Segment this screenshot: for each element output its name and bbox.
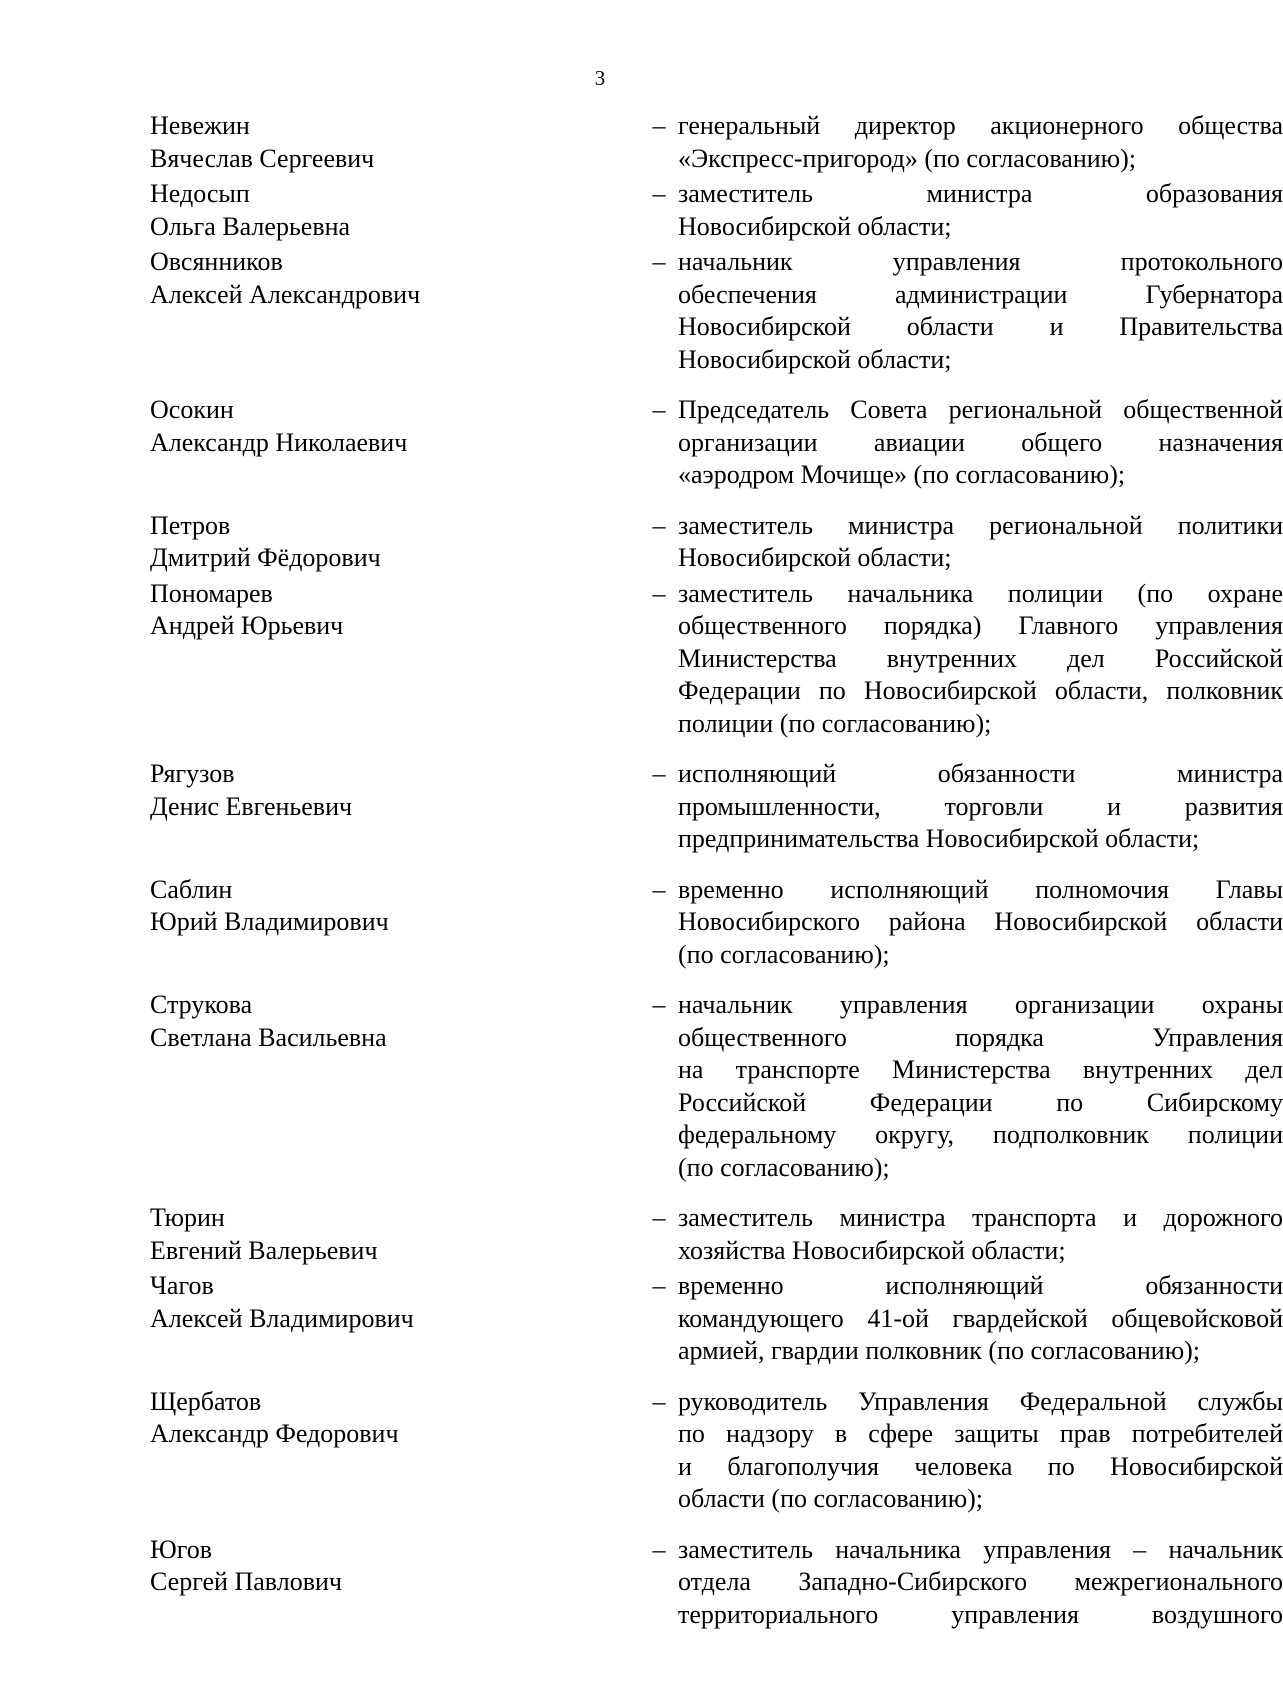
member-surname: Щербатов bbox=[150, 1386, 262, 1416]
member-entry bbox=[150, 394, 1283, 492]
position-line: генеральный директор акционерного общества bbox=[678, 111, 1283, 140]
member-given-name: Алексей Александрович bbox=[150, 279, 421, 309]
member-surname: Осокин bbox=[150, 395, 234, 424]
member-surname: Струкова bbox=[150, 990, 253, 1019]
member-dash: – bbox=[652, 1203, 666, 1232]
member-position bbox=[678, 110, 1283, 175]
position-line: по надзору в сфере защиты прав потребителей bbox=[678, 1419, 1283, 1448]
position-line: временно исполняющий полномочия Главы bbox=[678, 874, 1283, 904]
member-entry bbox=[150, 874, 1283, 972]
position-line: заместитель министра региональной политики bbox=[678, 510, 1283, 540]
position-line: командующего 41-ой гвардейской общевойсковой bbox=[678, 1303, 1283, 1333]
position-line: Новосибирской области; bbox=[678, 344, 952, 374]
position-line: и благополучия человека по Новосибирской bbox=[678, 1451, 1283, 1481]
position-line: заместитель начальника полиции (по охране bbox=[678, 578, 1283, 608]
member-name bbox=[150, 1270, 490, 1335]
position-line: организации авиации общего назначения bbox=[678, 427, 1283, 457]
member-position bbox=[678, 758, 1283, 856]
member-given-name: Вячеслав Сергеевич bbox=[150, 143, 375, 173]
member-entry bbox=[150, 1386, 1283, 1516]
member-surname: Петров bbox=[150, 510, 231, 540]
position-line: руководитель Управления Федеральной службы bbox=[678, 1386, 1283, 1416]
position-line: обеспечения администрации Губернатора bbox=[678, 279, 1283, 309]
position-line: Министерства внутренних дел Российской bbox=[678, 643, 1283, 673]
member-entry bbox=[150, 110, 1283, 175]
position-line: территориального управления воздушного bbox=[678, 1599, 1283, 1629]
member-name bbox=[150, 758, 490, 823]
member-dash: – bbox=[652, 1271, 666, 1300]
member-entry bbox=[150, 246, 1283, 376]
position-line: Новосибирской области; bbox=[678, 211, 952, 241]
position-line: начальник управления организации охраны bbox=[678, 990, 1283, 1019]
member-dash: – bbox=[652, 1386, 666, 1416]
member-position bbox=[678, 1270, 1283, 1368]
member-entry bbox=[150, 578, 1283, 741]
member-given-name: Дмитрий Фёдорович bbox=[150, 543, 381, 572]
member-dash: – bbox=[652, 578, 666, 608]
member-dash: – bbox=[652, 395, 666, 424]
member-position bbox=[678, 178, 1283, 243]
member-surname: Рягузов bbox=[150, 759, 235, 788]
position-line: на транспорте Министерства внутренних дел bbox=[678, 1055, 1283, 1084]
position-line: хозяйства Новосибирской области; bbox=[678, 1235, 1066, 1265]
position-line: заместитель начальника управления – начальник bbox=[678, 1534, 1283, 1564]
member-given-name: Александр Федорович bbox=[150, 1419, 399, 1448]
position-line: Новосибирского района Новосибирской области bbox=[678, 907, 1283, 936]
member-dash: – bbox=[652, 510, 666, 540]
member-entry bbox=[150, 989, 1283, 1184]
member-dash: – bbox=[652, 179, 666, 208]
member-dash: – bbox=[652, 874, 666, 904]
member-position bbox=[678, 394, 1283, 492]
position-line: общественного порядка) Главного управления bbox=[678, 611, 1283, 640]
member-given-name: Денис Евгеньевич bbox=[150, 791, 353, 821]
member-given-name: Александр Николаевич bbox=[150, 427, 408, 457]
position-line: общественного порядка Управления bbox=[678, 1022, 1283, 1052]
position-line: Новосибирской области и Правительства bbox=[678, 312, 1283, 341]
position-line: Российской Федерации по Сибирскому bbox=[678, 1087, 1283, 1117]
member-dash: – bbox=[652, 111, 666, 140]
position-line: заместитель министра транспорта и дорожного bbox=[678, 1203, 1283, 1232]
position-line: «аэродром Мочище» (по согласованию); bbox=[678, 460, 1126, 489]
member-given-name: Сергей Павлович bbox=[150, 1567, 342, 1596]
member-name bbox=[150, 1202, 490, 1267]
member-entry bbox=[150, 1270, 1283, 1368]
member-position bbox=[678, 246, 1283, 376]
member-name bbox=[150, 394, 490, 459]
position-line: отдела Западно-Сибирского межрегионального bbox=[678, 1567, 1283, 1596]
member-entry bbox=[150, 1202, 1283, 1267]
member-position bbox=[678, 989, 1283, 1184]
member-name bbox=[150, 1386, 490, 1451]
page-number: 3 bbox=[594, 66, 606, 90]
position-line: полиции (по согласованию); bbox=[678, 708, 992, 738]
member-given-name: Юрий Владимирович bbox=[150, 907, 389, 936]
member-list bbox=[150, 110, 1283, 1631]
member-dash: – bbox=[652, 1534, 666, 1564]
position-line: Федерации по Новосибирской области, полковник bbox=[678, 676, 1283, 705]
member-entry bbox=[150, 1534, 1283, 1632]
position-line: армией, гвардии полковник (по согласованию); bbox=[678, 1336, 1201, 1365]
position-line: промышленности, торговли и развития bbox=[678, 791, 1283, 821]
position-line: области (по согласованию); bbox=[678, 1484, 984, 1513]
member-surname: Саблин bbox=[150, 874, 233, 904]
position-line: начальник управления протокольного bbox=[678, 247, 1283, 276]
position-line: Новосибирской области; bbox=[678, 543, 952, 572]
member-surname: Пономарев bbox=[150, 578, 273, 608]
member-name bbox=[150, 874, 490, 939]
member-position bbox=[678, 578, 1283, 741]
position-line: (по согласованию); bbox=[678, 939, 890, 969]
member-surname: Чагов bbox=[150, 1271, 214, 1300]
member-name bbox=[150, 178, 490, 243]
member-surname: Овсянников bbox=[150, 247, 283, 276]
position-line: предпринимательства Новосибирской области; bbox=[678, 824, 1200, 853]
member-dash: – bbox=[652, 990, 666, 1019]
member-given-name: Светлана Васильевна bbox=[150, 1022, 387, 1052]
position-line: Председатель Совета региональной общественной bbox=[678, 395, 1283, 424]
member-dash: – bbox=[652, 247, 666, 276]
member-entry bbox=[150, 758, 1283, 856]
member-name bbox=[150, 989, 490, 1054]
member-entry bbox=[150, 510, 1283, 575]
member-dash: – bbox=[652, 759, 666, 788]
position-line: временно исполняющий обязанности bbox=[678, 1271, 1283, 1300]
member-given-name: Ольга Валерьевна bbox=[150, 211, 351, 241]
member-name bbox=[150, 246, 490, 311]
member-position bbox=[678, 1386, 1283, 1516]
member-name bbox=[150, 1534, 490, 1599]
member-position bbox=[678, 1534, 1283, 1632]
position-line: исполняющий обязанности министра bbox=[678, 759, 1283, 788]
member-name bbox=[150, 510, 490, 575]
member-surname: Тюрин bbox=[150, 1203, 225, 1232]
member-position bbox=[678, 510, 1283, 575]
position-line: «Экспресс-пригород» (по согласованию); bbox=[678, 143, 1136, 173]
member-given-name: Евгений Валерьевич bbox=[150, 1235, 378, 1265]
member-surname: Югов bbox=[150, 1534, 213, 1564]
member-given-name: Алексей Владимирович bbox=[150, 1303, 414, 1333]
member-name bbox=[150, 110, 490, 175]
member-surname: Недосып bbox=[150, 179, 250, 208]
position-line: заместитель министра образования bbox=[678, 179, 1283, 208]
member-position bbox=[678, 874, 1283, 972]
member-surname: Невежин bbox=[150, 111, 250, 140]
member-given-name: Андрей Юрьевич bbox=[150, 611, 344, 640]
member-position bbox=[678, 1202, 1283, 1267]
position-line: федеральному округу, подполковник полиции bbox=[678, 1120, 1283, 1149]
member-entry bbox=[150, 178, 1283, 243]
position-line: (по согласованию); bbox=[678, 1152, 890, 1182]
member-name bbox=[150, 578, 490, 643]
